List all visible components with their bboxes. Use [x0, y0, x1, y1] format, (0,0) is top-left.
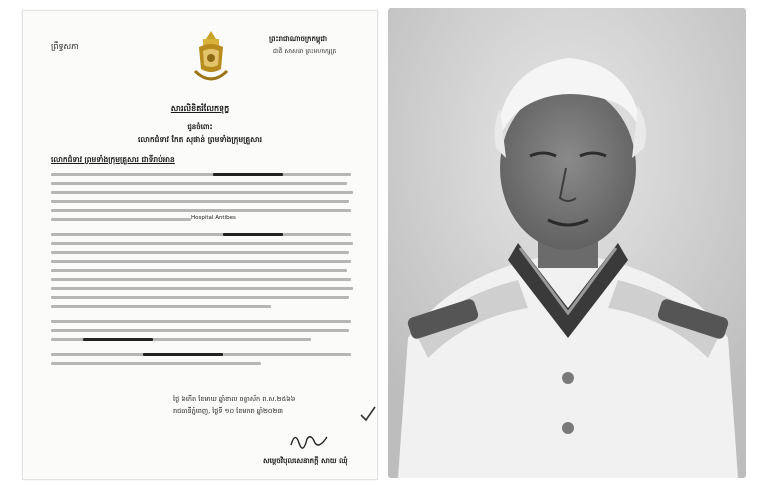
portrait-photo — [388, 8, 746, 478]
national-motto: ជាតិ សាសនា ព្រះមហាក្សត្រ — [273, 48, 337, 55]
greeting-line: លោកជំទាវ ព្រមទាំងក្រុមគ្រួសារ ជាទីរាប់អាន — [51, 155, 175, 164]
to-label: ជូនចំពោះ — [187, 123, 213, 131]
hospital-name: Hospital Antibes — [191, 215, 236, 221]
senate-heading: ព្រឹទ្ធសភា — [51, 42, 79, 51]
condolence-letter — [22, 10, 378, 480]
letter-title: សារលិខិតរំលែកទុក្ខ — [170, 104, 230, 113]
kingdom-heading: ព្រះរាជាណាចក្រកម្ពុជា — [269, 35, 328, 43]
recipient-name: លោកជំទាវ កែត សុផាន់ ព្រមទាំងក្រុមគ្រួសារ — [137, 135, 263, 144]
royal-emblem-icon — [191, 29, 231, 87]
lunar-date: ថ្ងៃ ៦កើត ខែមាឃ ឆ្នាំខាល ចត្វាស័ក ព.ស.២៥៦៦ — [173, 395, 296, 403]
portrait-image — [388, 8, 746, 478]
checkmark-icon — [359, 405, 377, 423]
signature-icon — [289, 429, 329, 451]
place-date: រាជធានីភ្នំពេញ, ថ្ងៃទី ១០ ខែមករា ឆ្នាំ២០២៣ — [173, 407, 283, 415]
signer-name: សម្តេចវិបុលសេនាភក្ដី សាយ ឈុំ — [263, 457, 348, 465]
